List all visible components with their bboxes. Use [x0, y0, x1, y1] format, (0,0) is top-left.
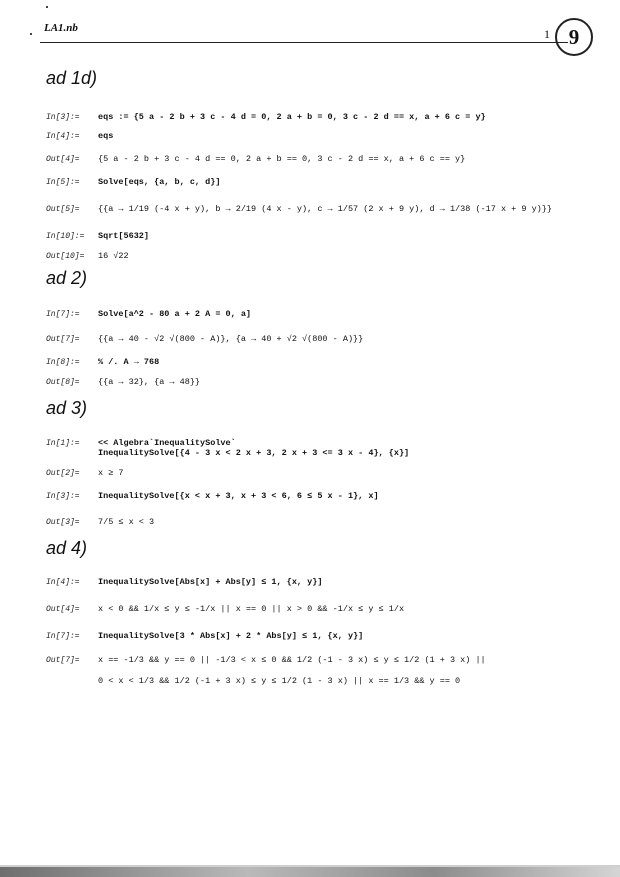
- cell-label: Out[4]=: [46, 605, 80, 614]
- cell-label: In[7]:=: [46, 310, 80, 319]
- page-stamp: [555, 18, 593, 56]
- section-heading-4: ad 4): [46, 538, 88, 558]
- scan-speck: [46, 6, 48, 8]
- cell-output: {{a → 1/19 (-4 x + y), b → 2/19 (4 x - y), c → 1/57 (2 x + 9 y), d → 1/38 (-17 x + 9 y)}}: [98, 204, 552, 214]
- cell-label: In[3]:=: [46, 492, 80, 501]
- cell-code: InequalitySolve[Abs[x] + Abs[y] ≤ 1, {x, y}]: [98, 577, 323, 587]
- cell-output: 16 √22: [98, 251, 129, 261]
- cell-label: In[7]:=: [46, 632, 80, 641]
- cell-code: eqs := {5 a - 2 b + 3 c - 4 d = 0, 2 a + b = 0, 3 c - 2 d == x, a + 6 c = y}: [98, 112, 486, 122]
- cell-label: In[3]:=: [46, 113, 80, 122]
- cell-label: In[4]:=: [46, 132, 80, 141]
- scan-edge-bar: [0, 867, 620, 877]
- cell-label: Out[5]=: [46, 205, 80, 214]
- input-cell[interactable]: [46, 490, 379, 501]
- input-cell[interactable]: [46, 576, 322, 587]
- cell-code: Sqrt[5632]: [98, 231, 150, 241]
- cell-label: In[1]:=: [46, 439, 80, 448]
- output-cell: [46, 203, 552, 214]
- output-cell: [46, 516, 154, 527]
- cell-code: Solve[eqs, {a, b, c, d}]: [98, 177, 221, 187]
- output-cell: [46, 250, 129, 261]
- output-cell: [46, 467, 124, 478]
- cell-label: Out[7]=: [46, 335, 80, 344]
- cell-label: In[4]:=: [46, 578, 80, 587]
- stamp-number: 9: [568, 25, 580, 49]
- cell-code: << Algebra`InequalitySolve`: [98, 438, 236, 448]
- cell-label: Out[3]=: [46, 518, 80, 527]
- input-cell[interactable]: [46, 437, 236, 448]
- input-cell[interactable]: [46, 176, 220, 187]
- input-cell[interactable]: [46, 130, 113, 141]
- cell-label: Out[7]=: [46, 656, 80, 665]
- output-cell: [46, 376, 200, 387]
- input-cell[interactable]: [46, 630, 363, 641]
- page-number: 1: [544, 27, 550, 41]
- cell-code: Solve[a^2 - 80 a + 2 A = 0, a]: [98, 309, 252, 319]
- cell-output: x ≥ 7: [98, 468, 124, 478]
- cell-code: InequalitySolve[3 * Abs[x] + 2 * Abs[y] ≤ 1, {x, y}]: [98, 631, 364, 641]
- scan-speck: [30, 33, 32, 35]
- cell-label: Out[4]=: [46, 155, 80, 164]
- output-cell: [46, 654, 486, 665]
- output-cell: [46, 153, 465, 164]
- cell-output: {{a → 40 - √2 √(800 - A)}, {a → 40 + √2 √(800 - A)}}: [98, 334, 364, 344]
- section-heading-1d: ad 1d): [46, 68, 98, 88]
- header-rule: [40, 42, 568, 43]
- input-cell[interactable]: [46, 356, 159, 367]
- cell-label: In[5]:=: [46, 178, 80, 187]
- cell-label: Out[8]=: [46, 378, 80, 387]
- output-cell: [46, 333, 363, 344]
- input-cell[interactable]: [46, 230, 149, 241]
- cell-output-continuation: 0 < x < 1/3 && 1/2 (-1 + 3 x) ≤ y ≤ 1/2 (1 - 3 x) || x == 1/3 && y == 0: [98, 676, 461, 686]
- cell-label: Out[10]=: [46, 252, 85, 261]
- cell-code: % /. A → 768: [98, 357, 160, 367]
- cell-output: {{a → 32}, {a → 48}}: [98, 377, 201, 387]
- cell-label: In[10]:=: [46, 232, 85, 241]
- input-cell[interactable]: [46, 308, 251, 319]
- cell-output: 7/5 ≤ x < 3: [98, 517, 155, 527]
- cell-output: x == -1/3 && y == 0 || -1/3 < x ≤ 0 && 1/2 (-1 - 3 x) ≤ y ≤ 1/2 (1 + 3 x) ||: [98, 655, 486, 665]
- cell-output: {5 a - 2 b + 3 c - 4 d == 0, 2 a + b == 0, 3 c - 2 d == x, a + 6 c == y}: [98, 154, 466, 164]
- cell-code: eqs: [98, 131, 114, 141]
- cell-label: Out[2]=: [46, 469, 80, 478]
- output-cell: [46, 603, 404, 614]
- notebook-title: LA1.nb: [44, 22, 78, 34]
- cell-output: x < 0 && 1/x ≤ y ≤ -1/x || x == 0 || x > 0 && -1/x ≤ y ≤ 1/x: [98, 604, 405, 614]
- cell-code-continuation: InequalitySolve[{4 - 3 x < 2 x + 3, 2 x + 3 <= 3 x - 4}, {x}]: [98, 448, 410, 458]
- cell-code: InequalitySolve[{x < x + 3, x + 3 < 6, 6 ≤ 5 x - 1}, x]: [98, 491, 379, 501]
- section-heading-2: ad 2): [46, 268, 88, 288]
- input-cell[interactable]: [46, 111, 486, 122]
- section-heading-3: ad 3): [46, 398, 88, 418]
- cell-label: In[8]:=: [46, 358, 80, 367]
